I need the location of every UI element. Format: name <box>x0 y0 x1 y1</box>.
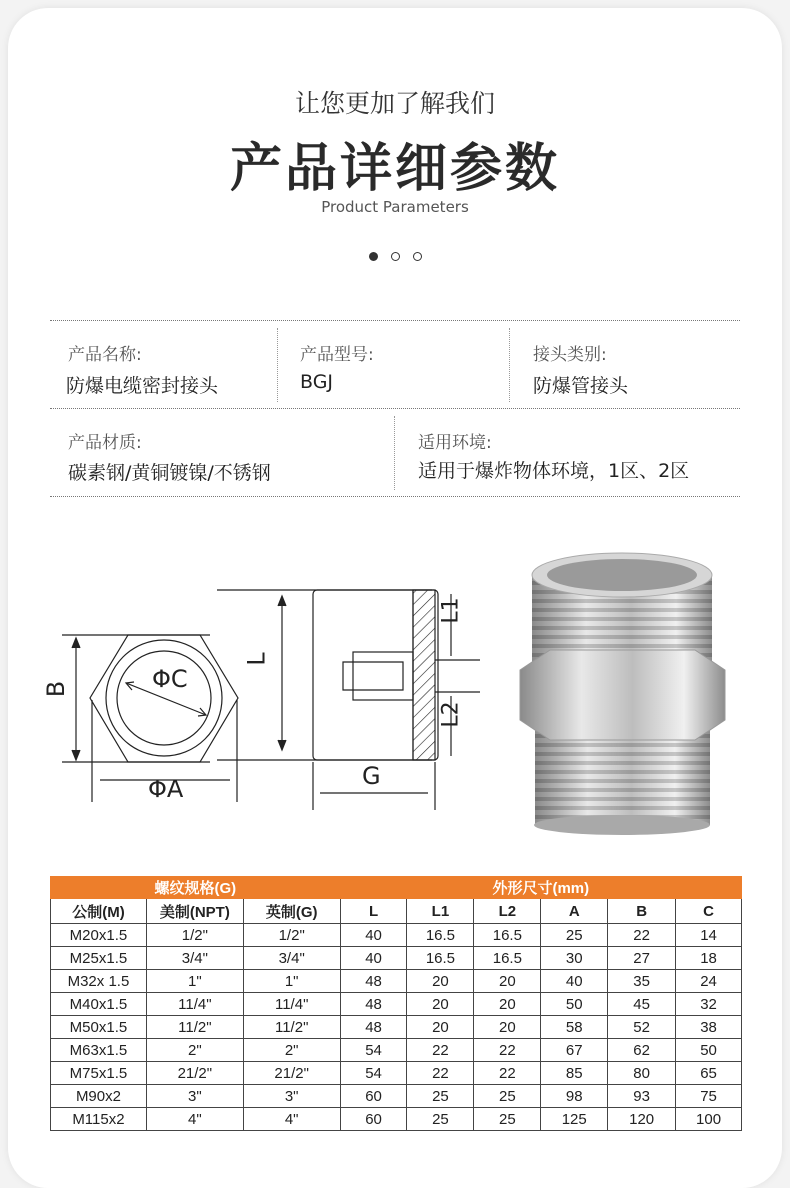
dot <box>391 252 400 261</box>
table-cell: 16.5 <box>474 924 541 947</box>
table-cell: 3" <box>243 1085 340 1108</box>
page-title: 产品详细参数 <box>229 139 560 199</box>
table-cell: 75 <box>676 1085 742 1108</box>
table-cell: 1/2" <box>146 924 243 947</box>
column-header: A <box>541 899 608 924</box>
table-cell: 3" <box>146 1085 243 1108</box>
info-value: 防爆管接头 <box>533 375 629 397</box>
product-photo <box>510 545 735 835</box>
table-cell: 20 <box>407 1016 474 1039</box>
table-cell: 20 <box>474 970 541 993</box>
table-cell: 22 <box>608 924 676 947</box>
divider <box>394 416 395 490</box>
table-cell: 54 <box>340 1062 407 1085</box>
info-value: 适用于爆炸物体环境，1区、2区 <box>418 460 690 482</box>
divider <box>50 320 740 321</box>
info-label: 产品型号: <box>300 345 374 365</box>
table-cell: 80 <box>608 1062 676 1085</box>
table-cell: 38 <box>676 1016 742 1039</box>
label-phi-a: ΦA <box>148 775 184 803</box>
table-cell: 48 <box>340 1016 407 1039</box>
table-cell: 11/4" <box>243 993 340 1016</box>
table-cell: 45 <box>608 993 676 1016</box>
dot <box>369 252 378 261</box>
table-cell: 98 <box>541 1085 608 1108</box>
table-cell: 58 <box>541 1016 608 1039</box>
table-cell: 52 <box>608 1016 676 1039</box>
table-row <box>51 1016 742 1039</box>
table-cell: M115x2 <box>51 1108 147 1131</box>
column-header: 美制(NPT) <box>146 899 243 924</box>
info-value: 碳素钢/黄铜镀镍/不锈钢 <box>68 462 271 484</box>
table-cell: 3/4" <box>146 947 243 970</box>
table-cell: 25 <box>541 924 608 947</box>
table-cell: M32x 1.5 <box>51 970 147 993</box>
info-label: 接头类别: <box>533 345 607 365</box>
table-cell: 16.5 <box>407 924 474 947</box>
table-cell: 11/2" <box>146 1016 243 1039</box>
table-cell: M20x1.5 <box>51 924 147 947</box>
info-value: BGJ <box>300 371 334 393</box>
column-header: L2 <box>474 899 541 924</box>
table-row <box>51 1108 742 1131</box>
table-cell: 20 <box>407 993 474 1016</box>
technical-drawing <box>40 570 480 810</box>
table-cell: 35 <box>608 970 676 993</box>
table-cell: M25x1.5 <box>51 947 147 970</box>
table-cell: 21/2" <box>243 1062 340 1085</box>
table-cell: 40 <box>340 924 407 947</box>
column-header: C <box>676 899 742 924</box>
table-cell: M63x1.5 <box>51 1039 147 1062</box>
info-label: 产品材质: <box>68 433 142 453</box>
table-row <box>51 1062 742 1085</box>
table-row <box>51 993 742 1016</box>
table-cell: M40x1.5 <box>51 993 147 1016</box>
table-cell: 48 <box>340 993 407 1016</box>
table-cell: 25 <box>474 1085 541 1108</box>
table-cell: 3/4" <box>243 947 340 970</box>
table-cell: 21/2" <box>146 1062 243 1085</box>
table-cell: 4" <box>146 1108 243 1131</box>
section-subtitle: 让您更加了解我们 <box>294 89 495 118</box>
table-cell: 20 <box>407 970 474 993</box>
table-cell: 50 <box>676 1039 742 1062</box>
divider <box>277 328 278 402</box>
table-cell: 1/2" <box>243 924 340 947</box>
table-cell: 1" <box>146 970 243 993</box>
table-cell: 100 <box>676 1108 742 1131</box>
table-cell: 11/2" <box>243 1016 340 1039</box>
table-row <box>51 970 742 993</box>
spec-table <box>50 876 742 1131</box>
table-cell: 125 <box>541 1108 608 1131</box>
table-cell: 25 <box>407 1108 474 1131</box>
table-cell: 93 <box>608 1085 676 1108</box>
table-cell: 1" <box>243 970 340 993</box>
info-value: 防爆电缆密封接头 <box>66 375 219 397</box>
column-header: L <box>340 899 407 924</box>
info-label: 产品名称: <box>68 345 142 365</box>
table-cell: 16.5 <box>474 947 541 970</box>
table-cell: 4" <box>243 1108 340 1131</box>
english-title: Product Parameters <box>321 198 469 216</box>
table-cell: 40 <box>340 947 407 970</box>
table-cell: 48 <box>340 970 407 993</box>
divider <box>50 496 740 497</box>
column-header: B <box>608 899 676 924</box>
table-cell: M75x1.5 <box>51 1062 147 1085</box>
table-cell: 67 <box>541 1039 608 1062</box>
label-phi-c: ΦC <box>152 665 188 693</box>
table-cell: 40 <box>541 970 608 993</box>
table-cell: M50x1.5 <box>51 1016 147 1039</box>
table-cell: 30 <box>541 947 608 970</box>
table-cell: 25 <box>407 1085 474 1108</box>
table-cell: 22 <box>407 1039 474 1062</box>
table-cell: 14 <box>676 924 742 947</box>
label-b: B <box>42 680 71 698</box>
table-row <box>51 1039 742 1062</box>
table-cell: 60 <box>340 1108 407 1131</box>
table-row <box>51 1085 742 1108</box>
table-row <box>51 947 742 970</box>
table-cell: 22 <box>474 1039 541 1062</box>
table-cell: 2" <box>146 1039 243 1062</box>
table-cell: 24 <box>676 970 742 993</box>
column-header: L1 <box>407 899 474 924</box>
table-cell: 20 <box>474 1016 541 1039</box>
table-cell: M90x2 <box>51 1085 147 1108</box>
table-cell: 18 <box>676 947 742 970</box>
table-cell: 25 <box>474 1108 541 1131</box>
label-l2: L2 <box>438 701 464 728</box>
label-l1: L1 <box>438 597 464 624</box>
column-header: 公制(M) <box>51 899 147 924</box>
label-l: L <box>242 652 271 666</box>
table-cell: 62 <box>608 1039 676 1062</box>
carousel-dots <box>369 252 422 261</box>
table-cell: 22 <box>474 1062 541 1085</box>
table-cell: 20 <box>474 993 541 1016</box>
dot <box>413 252 422 261</box>
table-cell: 65 <box>676 1062 742 1085</box>
table-cell: 11/4" <box>146 993 243 1016</box>
table-cell: 50 <box>541 993 608 1016</box>
info-label: 适用环境: <box>418 433 492 453</box>
group-header: 外形尺寸(mm) <box>340 877 741 899</box>
table-cell: 120 <box>608 1108 676 1131</box>
table-cell: 32 <box>676 993 742 1016</box>
table-cell: 2" <box>243 1039 340 1062</box>
divider <box>509 328 510 402</box>
table-cell: 60 <box>340 1085 407 1108</box>
table-row <box>51 924 742 947</box>
table-cell: 22 <box>407 1062 474 1085</box>
table-cell: 27 <box>608 947 676 970</box>
divider <box>50 408 740 409</box>
table-cell: 16.5 <box>407 947 474 970</box>
label-g: G <box>362 762 381 790</box>
group-header: 螺纹规格(G) <box>51 877 341 899</box>
column-header: 英制(G) <box>243 899 340 924</box>
table-cell: 85 <box>541 1062 608 1085</box>
table-cell: 54 <box>340 1039 407 1062</box>
